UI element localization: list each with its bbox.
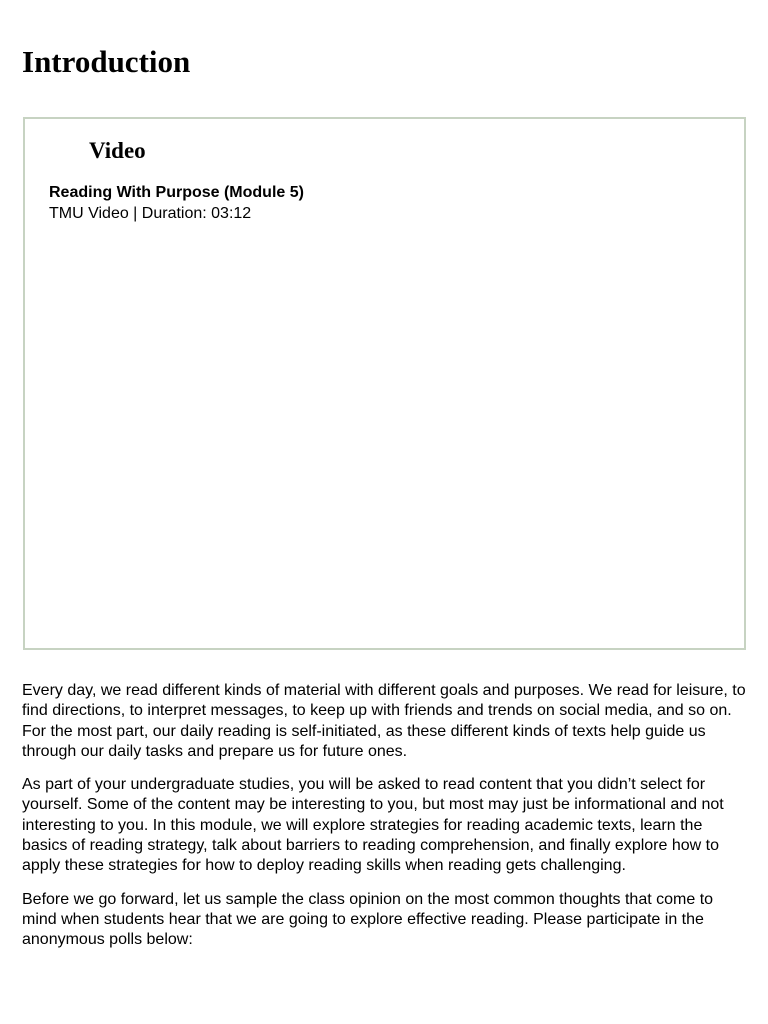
paragraph: As part of your undergraduate studies, you will be asked to read content that you didn’t select for yourself. Some of the content may be interesting to you, but most may just be informational and not interesting to you. In this module, we will explore strategies for reading academic texts, learn the basics of reading strategy, talk about barriers to reading comprehension, and finally explore how to apply these strategies for how to deploy reading skills when reading gets challenging. <box>22 776 724 875</box>
page-title: Introduction <box>22 44 191 79</box>
video-meta: TMU Video | Duration: 03:12 <box>49 205 252 222</box>
video-panel <box>23 117 746 650</box>
video-title: Reading With Purpose (Module 5) <box>49 184 304 201</box>
paragraph: Before we go forward, let us sample the class opinion on the most common thoughts that come to mind when students hear that we are going to explore effective reading. Please participate in the anonymous polls below: <box>22 890 714 949</box>
paragraph: Every day, we read different kinds of material with different goals and purposes. We read for leisure, to find directions, to interpret messages, to keep up with friends and trends on social media, and so on. For the most part, our daily reading is self-initiated, as these different kinds of texts help guide us through our daily tasks and prepare us for future ones. <box>22 682 746 760</box>
body-text <box>22 681 746 964</box>
video-player[interactable] <box>49 231 720 631</box>
video-heading: Video <box>89 138 146 163</box>
